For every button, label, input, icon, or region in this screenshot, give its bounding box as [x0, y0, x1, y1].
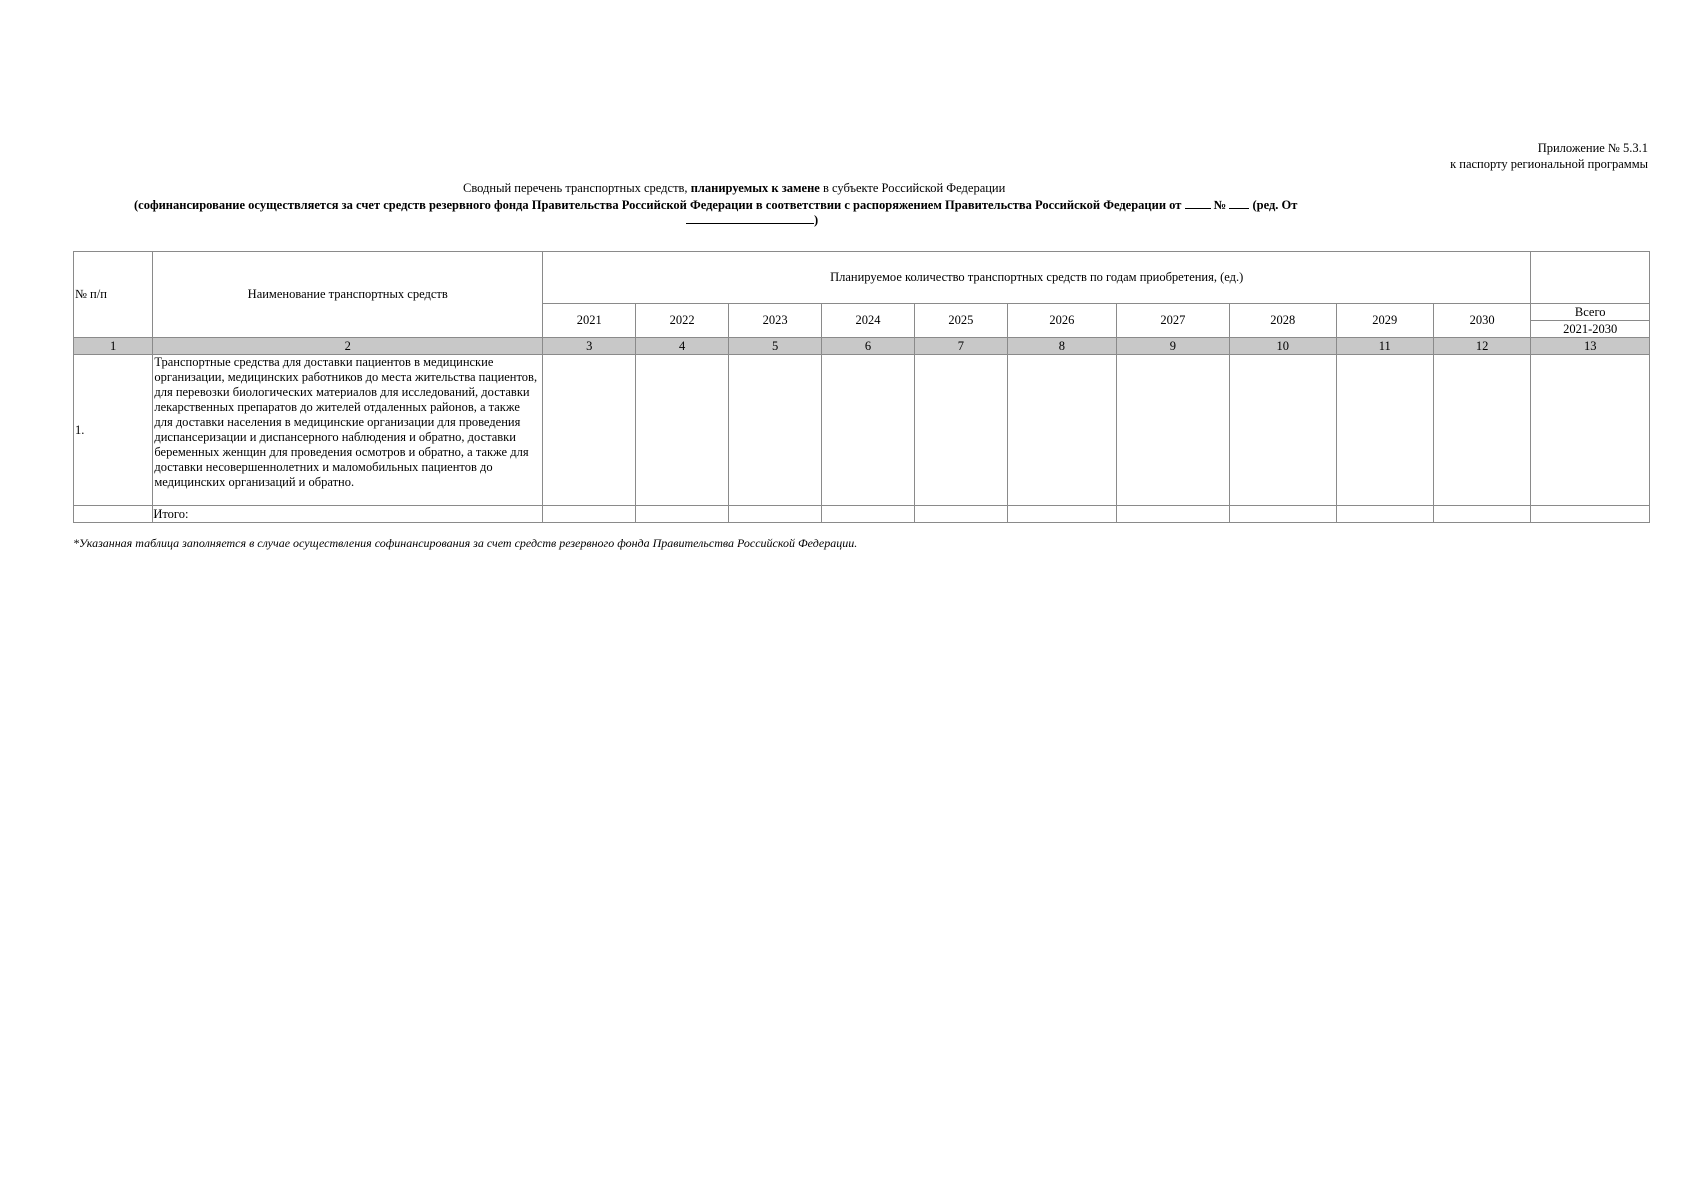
title-closing-paren: )	[814, 213, 819, 227]
date-blank	[1185, 196, 1211, 209]
total-cell-2029	[1336, 506, 1433, 523]
colnum-1: 1	[74, 338, 153, 355]
total-cell-2027	[1116, 506, 1230, 523]
total-row	[74, 506, 1650, 523]
colnum-7: 7	[914, 338, 1007, 355]
total-cell-all	[1531, 506, 1650, 523]
total-cell-2024	[822, 506, 914, 523]
colnum-6: 6	[822, 338, 914, 355]
title-text-a: Сводный перечень транспортных средств,	[463, 181, 691, 195]
header-np: № п/п	[74, 252, 153, 338]
colnum-5: 5	[728, 338, 821, 355]
header-name: Наименование транспортных средств	[153, 252, 543, 338]
year-2029: 2029	[1336, 304, 1433, 338]
vehicles-table	[73, 251, 1650, 523]
colnum-9: 9	[1116, 338, 1230, 355]
total-cell-2022	[636, 506, 728, 523]
row-number: 1.	[74, 355, 153, 506]
cell-2023	[728, 355, 821, 506]
header-total	[1531, 304, 1650, 338]
total-period: 2021-2030	[1563, 322, 1618, 336]
year-2022: 2022	[636, 304, 728, 338]
total-row-label: Итого:	[153, 506, 543, 523]
cell-2026	[1008, 355, 1116, 506]
year-2030: 2030	[1433, 304, 1530, 338]
total-cell-2023	[728, 506, 821, 523]
appendix-number: Приложение № 5.3.1	[1537, 141, 1648, 155]
total-label: Всего	[1531, 304, 1649, 321]
header-row	[74, 252, 1650, 304]
number-blank	[1229, 196, 1249, 209]
colnum-13: 13	[1531, 338, 1650, 355]
year-2024: 2024	[822, 304, 914, 338]
header-total-empty	[1531, 252, 1650, 304]
header-plan: Планируемое количество транспортных средств по годам приобретения, (ед.)	[543, 252, 1531, 304]
revision-blank	[686, 211, 814, 224]
colnum-3: 3	[543, 338, 636, 355]
title-text-bold: планируемых к замене	[690, 181, 820, 195]
cell-2030	[1433, 355, 1530, 506]
year-2023: 2023	[728, 304, 821, 338]
title-text-b: в субъекте Российской Федерации	[819, 181, 1006, 195]
colnum-12: 12	[1433, 338, 1530, 355]
total-cell-2030	[1433, 506, 1530, 523]
title-line-3	[686, 211, 818, 228]
title-line-1	[463, 181, 1005, 196]
cell-total	[1531, 355, 1650, 506]
colnum-11: 11	[1336, 338, 1433, 355]
year-2026: 2026	[1008, 304, 1116, 338]
footnote: *Указанная таблица заполняется в случае осуществления софинансирования за счет средств резервного фонда Правительства Российской Федерации.	[73, 536, 858, 550]
total-cell-2028	[1230, 506, 1336, 523]
cell-2025	[914, 355, 1007, 506]
colnum-4: 4	[636, 338, 728, 355]
total-row-num	[74, 506, 153, 523]
title-subtitle-text: (софинансирование осуществляется за счет средств резервного фонда Правительства Российской Федерации в соответствии с распоряжением Правительства Российской Федерации от	[134, 198, 1185, 212]
appendix-caption	[1450, 140, 1648, 172]
total-cell-2025	[914, 506, 1007, 523]
cell-2021	[543, 355, 636, 506]
total-cell-2021	[543, 506, 636, 523]
appendix-reference: к паспорту региональной программы	[1450, 157, 1648, 171]
table-row	[74, 355, 1650, 506]
year-2021: 2021	[543, 304, 636, 338]
year-2025: 2025	[914, 304, 1007, 338]
colnum-10: 10	[1230, 338, 1336, 355]
colnum-2: 2	[153, 338, 543, 355]
cell-2024	[822, 355, 914, 506]
year-2028: 2028	[1230, 304, 1336, 338]
cell-2022	[636, 355, 728, 506]
cell-2027	[1116, 355, 1230, 506]
year-2027: 2027	[1116, 304, 1230, 338]
total-cell-2026	[1008, 506, 1116, 523]
row-vehicle-description: Транспортные средства для доставки пациентов в медицинские организации, медицинских работников до места жительства пациентов, для перевозки биологических материалов для исследований, доставки лекарственных препаратов до жителей отдаленных районов, а также для доставки населения в медицинские организации для проведения диспансеризации и диспансерного наблюдения и обратно, доставки беременных женщин для проведения осмотров и обратно, а также для доставки несовершеннолетних и маломобильных пациентов до медицинских организаций и обратно.	[153, 355, 543, 506]
column-numbers-row	[74, 338, 1650, 355]
title-number-sign: №	[1210, 198, 1230, 212]
colnum-8: 8	[1008, 338, 1116, 355]
cell-2029	[1336, 355, 1433, 506]
title-revision-text: (ред. От	[1249, 198, 1298, 212]
cell-2028	[1230, 355, 1336, 506]
